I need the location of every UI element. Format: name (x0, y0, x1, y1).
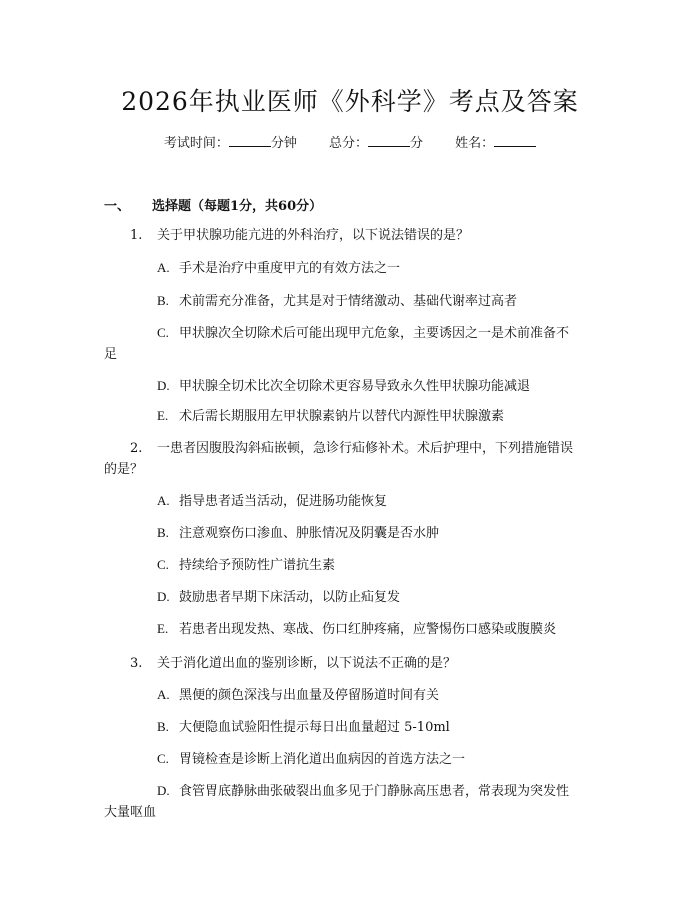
q3-option-d: D. 食管胃底静脉曲张破裂出血多见于门静脉高压患者，常表现为突发性 (157, 783, 570, 799)
total-score: 总分： 分 (328, 136, 424, 151)
score-blank (368, 134, 410, 147)
question-1: 1. 关于甲状腺功能亢进的外科治疗，以下说法错误的是？ (130, 228, 470, 243)
q3-option-a: A. 黑便的颜色深浅与出血量及停留肠道时间有关 (157, 687, 440, 703)
q1-option-d: D. 甲状腺全切术比次全切除术更容易导致永久性甲状腺功能减退 (157, 378, 531, 394)
student-name: 姓名： (455, 136, 536, 151)
q1-option-c: C. 甲状腺次全切除术后可能出现甲亢危象，主要诱因之一是术前准备不 (157, 325, 570, 341)
question-3: 3. 关于消化道出血的鉴别诊断，以下说法不正确的是？ (130, 656, 457, 671)
section-number: 一、 (104, 199, 131, 214)
section-title: 选择题（每题1分，共60分） (152, 199, 323, 214)
q1-option-e: E. 术后需长期服用左甲状腺素钠片以替代内源性甲状腺激素 (157, 408, 505, 424)
exam-meta (0, 132, 700, 151)
q2-option-a: A. 指导患者适当活动，促进肠功能恢复 (157, 493, 388, 509)
q3-option-c: C. 胃镜检查是诊断上消化道出血病因的首选方法之一 (157, 751, 466, 767)
exam-time: 考试时间： 分钟 (163, 136, 297, 151)
q3-option-b: B. 大便隐血试验阳性提示每日出血量超过 5-10ml (157, 719, 450, 735)
time-blank (229, 134, 271, 147)
name-blank (494, 134, 536, 147)
q2-option-b: B. 注意观察伤口渗血、肿胀情况及阴囊是否水肿 (157, 525, 440, 541)
q1-option-a: A. 手术是治疗中重度甲亢的有效方法之一 (157, 260, 401, 276)
question-2: 2. 一患者因腹股沟斜疝嵌顿，急诊行疝修补术。术后护理中，下列措施错误 (130, 441, 574, 456)
section-heading (104, 195, 322, 214)
question-2-continued: 的是？ (104, 462, 144, 477)
q1-option-b: B. 术前需充分准备，尤其是对于情绪激动、基础代谢率过高者 (157, 293, 518, 309)
q3-option-d-continued: 大量呕血 (104, 805, 157, 820)
q2-option-e: E. 若患者出现发热、寒战、伤口红肿疼痛，应警惕伤口感染或腹膜炎 (157, 621, 557, 637)
q2-option-c: C. 持续给予预防性广谱抗生素 (157, 557, 336, 573)
page-title: 2026年执业医师《外科学》考点及答案 (121, 87, 579, 116)
q2-option-d: D. 鼓励患者早期下床活动，以防止疝复发 (157, 589, 401, 605)
q1-option-c-continued: 足 (104, 347, 118, 362)
